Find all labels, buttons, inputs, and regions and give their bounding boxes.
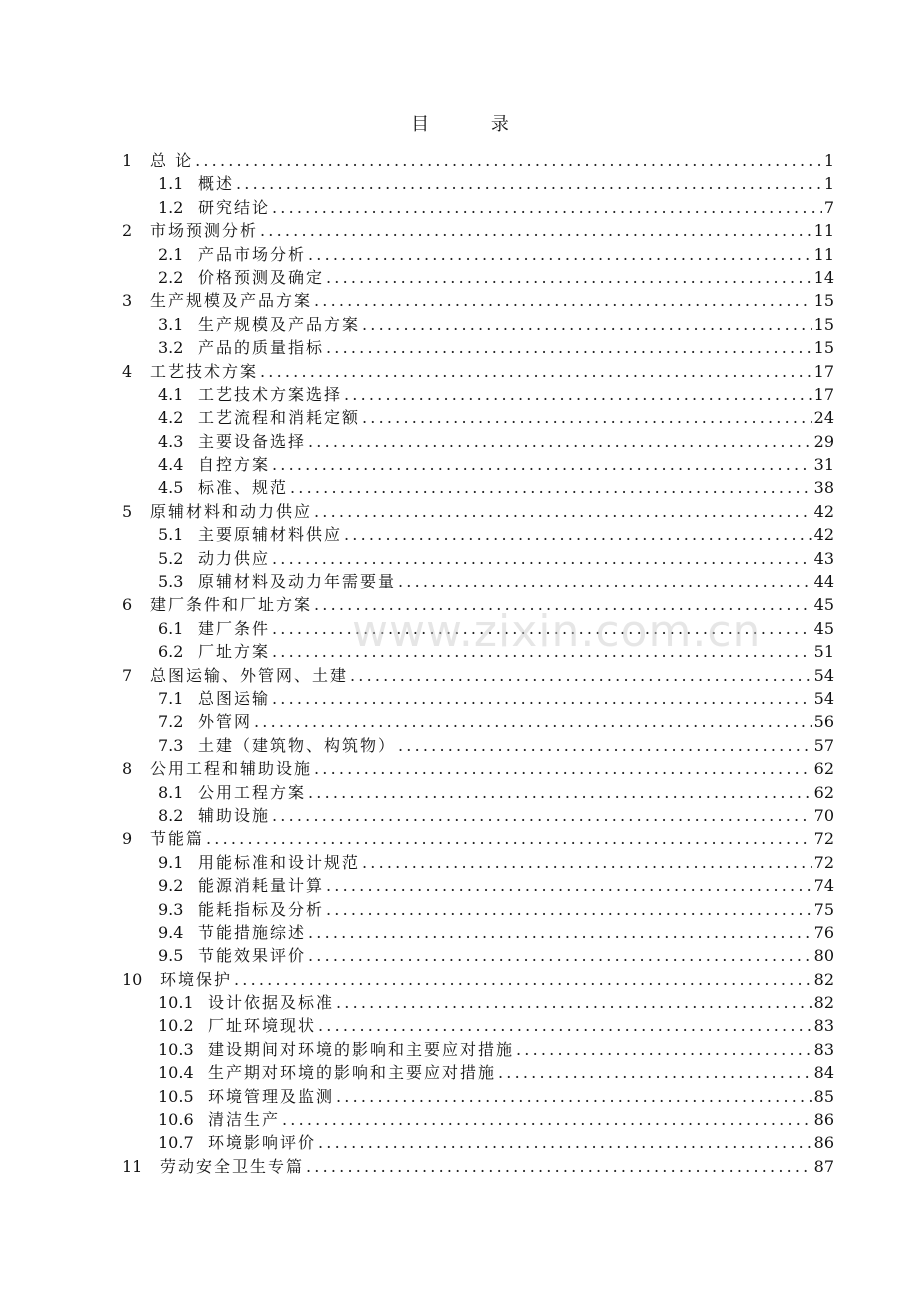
toc-section[interactable] (122, 709, 834, 732)
toc-heading: 节能措施综述 (198, 922, 307, 942)
toc-section[interactable] (122, 920, 834, 943)
toc-leader-dots (326, 900, 812, 919)
toc-section[interactable] (122, 475, 834, 498)
toc-leader-dots (344, 385, 812, 404)
toc-leader-dots (272, 689, 812, 708)
toc-number: 4.5 (158, 478, 184, 498)
toc-page-number: 62 (813, 782, 834, 802)
toc-section[interactable] (122, 242, 834, 265)
toc-page-number: 11 (813, 221, 834, 241)
toc-leader-dots (272, 806, 812, 825)
toc-page-number: 43 (813, 548, 834, 568)
toc-section[interactable] (122, 312, 834, 335)
toc-heading: 环境影响评价 (208, 1133, 317, 1153)
toc-page-number: 1 (823, 174, 834, 194)
toc-chapter[interactable] (122, 499, 834, 522)
toc-section[interactable] (122, 639, 834, 662)
toc-page-number: 87 (813, 1156, 834, 1176)
toc-page-number: 14 (813, 267, 834, 287)
toc-leader-dots (272, 549, 812, 568)
toc-heading: 设计依据及标准 (208, 993, 335, 1013)
toc-heading: 厂址环境现状 (208, 1016, 317, 1036)
toc-page-number: 70 (813, 805, 834, 825)
toc-page-number: 84 (813, 1063, 834, 1083)
toc-heading: 标准、规范 (198, 478, 289, 498)
toc-page-number: 82 (813, 969, 834, 989)
toc-number: 4.4 (158, 455, 184, 475)
toc-leader-dots (326, 876, 812, 895)
toc-leader-dots (272, 619, 812, 638)
toc-heading: 研究结论 (198, 197, 271, 217)
toc-page-number: 45 (813, 595, 834, 615)
toc-page-number: 86 (813, 1133, 834, 1153)
toc-number: 3 (122, 291, 133, 311)
toc-number: 9.2 (158, 876, 184, 896)
toc-leader-dots (290, 478, 812, 497)
toc-chapter[interactable] (122, 592, 834, 615)
toc-heading: 土建（建筑物、构筑物） (198, 735, 397, 755)
toc-number: 7.3 (158, 735, 184, 755)
toc-section[interactable] (122, 265, 834, 288)
toc-section[interactable] (122, 452, 834, 475)
toc-page-number: 51 (813, 642, 834, 662)
toc-page-number: 38 (813, 478, 834, 498)
toc-heading: 公用工程和辅助设施 (150, 759, 313, 779)
toc-page-number: 31 (813, 455, 834, 475)
toc-number: 1 (122, 151, 133, 170)
toc-leader-dots (336, 993, 812, 1012)
toc-heading: 产品市场分析 (198, 244, 307, 264)
toc-heading: 外管网 (198, 712, 253, 732)
toc-heading: 辅助设施 (198, 805, 271, 825)
toc-page-number: 75 (813, 899, 834, 919)
toc-section[interactable] (122, 990, 834, 1013)
toc-heading: 生产规模及产品方案 (198, 314, 361, 334)
toc-heading: 总 论 (150, 151, 194, 170)
toc-leader-dots (516, 1040, 812, 1059)
toc-heading: 环境管理及监测 (208, 1086, 335, 1106)
toc-page-number: 24 (813, 408, 834, 428)
toc-number: 6.1 (158, 618, 184, 638)
toc-section[interactable] (122, 382, 834, 405)
toc-heading: 主要设备选择 (198, 431, 307, 451)
toc-page-number: 83 (813, 1039, 834, 1059)
toc-leader-dots (362, 408, 812, 427)
toc-leader-dots (272, 455, 812, 474)
toc-chapter[interactable] (122, 359, 834, 382)
toc-number: 5.1 (158, 525, 184, 545)
toc-section[interactable] (122, 780, 834, 803)
toc-number: 8.1 (158, 782, 184, 802)
toc-section[interactable] (122, 943, 834, 966)
toc-heading: 厂址方案 (198, 642, 271, 662)
toc-heading: 建设期间对环境的影响和主要应对措施 (208, 1039, 515, 1059)
toc-page-number: 57 (813, 735, 834, 755)
toc-heading: 原辅材料和动力供应 (150, 501, 313, 521)
toc-section[interactable] (122, 1084, 834, 1107)
toc-number: 6 (122, 595, 133, 615)
toc-heading: 环境保护 (160, 969, 233, 989)
toc-number: 11 (122, 1156, 143, 1176)
toc-page-number: 62 (813, 759, 834, 779)
toc-chapter[interactable] (122, 967, 834, 990)
toc-number: 10.6 (158, 1110, 194, 1130)
toc-page-number: 17 (813, 384, 834, 404)
toc-number: 9.3 (158, 899, 184, 919)
toc-section[interactable] (122, 1130, 834, 1153)
toc-leader-dots (306, 1157, 812, 1176)
toc-leader-dots (336, 1087, 812, 1106)
toc-section[interactable] (122, 897, 834, 920)
toc-heading: 清洁生产 (208, 1110, 281, 1130)
toc-number: 7.1 (158, 688, 184, 708)
toc-leader-dots (206, 829, 812, 848)
toc-number: 10.7 (158, 1133, 194, 1153)
toc-leader-dots (318, 1016, 812, 1035)
toc-leader-dots (254, 712, 812, 731)
toc-leader-dots (308, 432, 812, 451)
toc-heading: 建厂条件 (198, 618, 271, 638)
toc-heading: 用能标准和设计规范 (198, 852, 361, 872)
toc-number: 7 (122, 665, 133, 685)
toc-page-number: 72 (813, 829, 834, 849)
toc-number: 4.3 (158, 431, 184, 451)
toc-heading: 生产规模及产品方案 (150, 291, 313, 311)
toc-page-number: 42 (813, 501, 834, 521)
toc-heading: 总图运输、外管网、土建 (150, 665, 349, 685)
toc-leader-dots (272, 198, 822, 217)
toc-leader-dots (308, 245, 812, 264)
toc-section[interactable] (122, 686, 834, 709)
toc-page-number: 44 (813, 572, 834, 592)
toc-section[interactable] (122, 429, 834, 452)
toc-chapter[interactable] (122, 826, 834, 849)
toc-number: 8 (122, 759, 133, 779)
toc-page-number: 80 (813, 946, 834, 966)
watermark: www.zixin.com.cn (352, 606, 762, 657)
toc-heading: 节能效果评价 (198, 946, 307, 966)
toc-leader-dots (314, 595, 812, 614)
toc-heading: 价格预测及确定 (198, 267, 325, 287)
toc-number: 5 (122, 501, 133, 521)
toc-heading: 自控方案 (198, 455, 271, 475)
toc-page-number: 54 (813, 665, 834, 685)
toc-section[interactable] (122, 195, 834, 218)
toc-page-number: 42 (813, 525, 834, 545)
toc-number: 5.2 (158, 548, 184, 568)
toc-heading: 产品的质量指标 (198, 338, 325, 358)
toc-leader-dots (314, 502, 812, 521)
toc-number: 10.3 (158, 1039, 194, 1059)
toc-page-number: 17 (813, 361, 834, 381)
toc-heading: 主要原辅材料供应 (198, 525, 343, 545)
toc-number: 4.2 (158, 408, 184, 428)
toc-leader-dots (195, 151, 822, 170)
toc-number: 9 (122, 829, 133, 849)
toc-page-number: 82 (813, 993, 834, 1013)
toc-page-number: 15 (813, 338, 834, 358)
toc-number: 9.5 (158, 946, 184, 966)
toc-leader-dots (326, 338, 812, 357)
toc-page-number: 56 (813, 712, 834, 732)
toc-chapter[interactable] (122, 663, 834, 686)
toc-page-number: 1 (823, 151, 834, 170)
toc-section[interactable] (122, 616, 834, 639)
toc-leader-dots (314, 759, 812, 778)
toc-page-number: 54 (813, 688, 834, 708)
toc-heading: 能源消耗量计算 (198, 876, 325, 896)
toc-section[interactable] (122, 546, 834, 569)
toc-section[interactable] (122, 733, 834, 756)
toc-section[interactable] (122, 850, 834, 873)
toc-page-number: 74 (813, 876, 834, 896)
toc-number: 6.2 (158, 642, 184, 662)
toc-section[interactable] (122, 335, 834, 358)
toc-number: 2.2 (158, 267, 184, 287)
toc-chapter[interactable] (122, 288, 834, 311)
toc-heading: 节能篇 (150, 829, 205, 849)
table-of-contents (122, 148, 834, 1177)
toc-leader-dots (326, 268, 812, 287)
toc-chapter[interactable] (122, 756, 834, 779)
toc-page-number: 72 (813, 852, 834, 872)
toc-section[interactable] (122, 569, 834, 592)
toc-section[interactable] (122, 803, 834, 826)
toc-leader-dots (260, 362, 812, 381)
toc-section[interactable] (122, 171, 834, 194)
toc-heading: 工艺流程和消耗定额 (198, 408, 361, 428)
toc-heading: 市场预测分析 (150, 221, 259, 241)
toc-heading: 能耗指标及分析 (198, 899, 325, 919)
toc-leader-dots (350, 666, 812, 685)
toc-number: 2 (122, 221, 133, 241)
toc-heading: 生产期对环境的影响和主要应对措施 (208, 1063, 497, 1083)
toc-heading: 工艺技术方案 (150, 361, 259, 381)
toc-heading: 劳动安全卫生专篇 (160, 1156, 305, 1176)
toc-number: 4 (122, 361, 133, 381)
toc-heading: 概述 (198, 174, 235, 194)
toc-leader-dots (308, 783, 812, 802)
toc-number: 1.1 (158, 174, 184, 194)
toc-section[interactable] (122, 1013, 834, 1036)
toc-number: 5.3 (158, 572, 184, 592)
toc-leader-dots (362, 853, 812, 872)
toc-section[interactable] (122, 522, 834, 545)
toc-chapter[interactable] (122, 218, 834, 241)
toc-leader-dots (314, 291, 812, 310)
toc-page-number: 15 (813, 314, 834, 334)
toc-leader-dots (498, 1063, 812, 1082)
toc-heading: 工艺技术方案选择 (198, 384, 343, 404)
toc-page-number: 15 (813, 291, 834, 311)
toc-number: 9.4 (158, 922, 184, 942)
toc-leader-dots (272, 642, 812, 661)
toc-leader-dots (282, 1110, 812, 1129)
toc-number: 7.2 (158, 712, 184, 732)
toc-section[interactable] (122, 1037, 834, 1060)
toc-number: 10.1 (158, 993, 194, 1013)
toc-page-number: 83 (813, 1016, 834, 1036)
toc-leader-dots (362, 315, 812, 334)
toc-section[interactable] (122, 405, 834, 428)
toc-number: 1.2 (158, 197, 184, 217)
toc-section[interactable] (122, 1107, 834, 1130)
toc-heading: 动力供应 (198, 548, 271, 568)
toc-number: 10 (122, 969, 143, 989)
toc-page-number: 29 (813, 431, 834, 451)
toc-chapter[interactable] (122, 148, 834, 171)
toc-section[interactable] (122, 873, 834, 896)
toc-number: 8.2 (158, 805, 184, 825)
toc-heading: 建厂条件和厂址方案 (150, 595, 313, 615)
toc-number: 10.2 (158, 1016, 194, 1036)
toc-number: 2.1 (158, 244, 184, 264)
toc-heading: 公用工程方案 (198, 782, 307, 802)
toc-title: 目 录 (411, 114, 537, 135)
toc-leader-dots (236, 174, 822, 193)
toc-number: 4.1 (158, 384, 184, 404)
toc-number: 10.5 (158, 1086, 194, 1106)
toc-number: 3.2 (158, 338, 184, 358)
toc-number: 9.1 (158, 852, 184, 872)
toc-page-number: 11 (813, 244, 834, 264)
toc-page-number: 86 (813, 1110, 834, 1130)
toc-leader-dots (234, 970, 812, 989)
toc-page-number: 85 (813, 1086, 834, 1106)
toc-leader-dots (260, 221, 812, 240)
toc-page-number: 45 (813, 618, 834, 638)
toc-number: 3.1 (158, 314, 184, 334)
toc-heading: 原辅材料及动力年需要量 (198, 572, 397, 592)
toc-leader-dots (308, 923, 812, 942)
toc-number: 10.4 (158, 1063, 194, 1083)
toc-heading: 总图运输 (198, 688, 271, 708)
toc-leader-dots (318, 1133, 812, 1152)
toc-page-number: 76 (813, 922, 834, 942)
toc-page-number: 7 (823, 197, 834, 217)
toc-section[interactable] (122, 1060, 834, 1083)
toc-leader-dots (308, 946, 812, 965)
toc-leader-dots (398, 736, 812, 755)
toc-leader-dots (344, 525, 812, 544)
toc-chapter[interactable] (122, 1154, 834, 1177)
toc-leader-dots (398, 572, 812, 591)
